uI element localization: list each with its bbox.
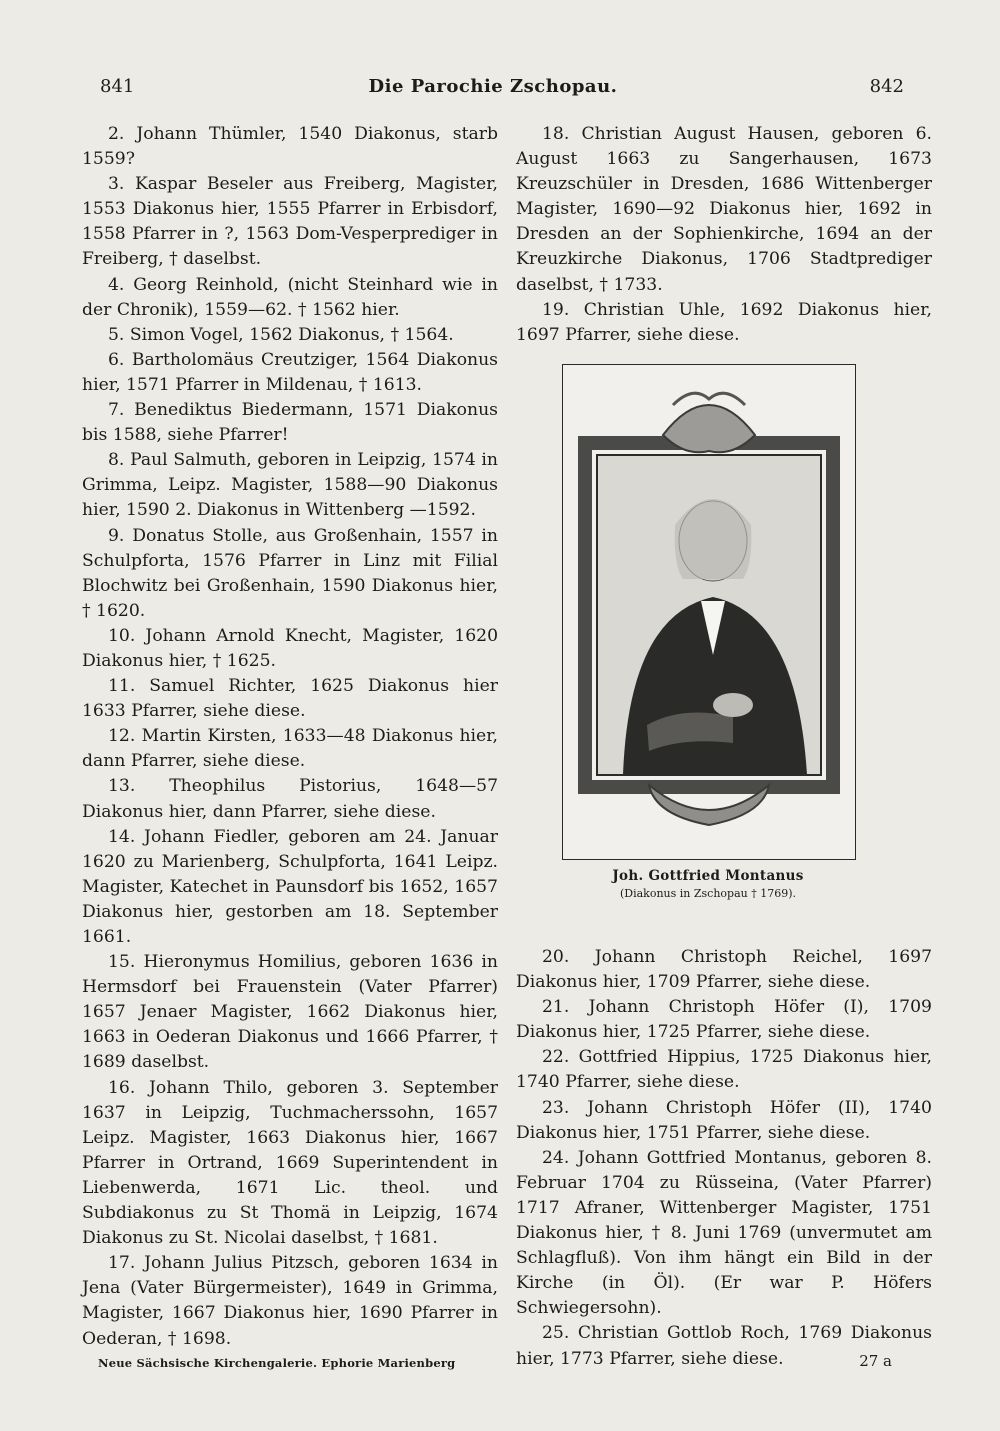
caption-name: Joh. Gottfried Montanus: [612, 868, 804, 884]
entry-21: 21. Johann Christoph Höfer (I), 1709 Diakonus hier, 1725 Pfarrer, siehe diese.: [516, 997, 932, 1043]
entry-22: 22. Gottfried Hippius, 1725 Diakonus hier, 1740 Pfarrer, siehe diese.: [516, 1047, 932, 1093]
page-header: [82, 76, 904, 104]
left-column: [82, 122, 498, 1352]
entry-2: 2. Johann Thümler, 1540 Diakonus, starb 1559?: [82, 124, 498, 170]
entry-7: 7. Benediktus Biedermann, 1571 Diakonus bis 1588, siehe Pfarrer!: [82, 400, 498, 446]
portrait-caption: [562, 868, 854, 900]
entry-18: 18. Christian August Hausen, geboren 6. August 1663 zu Sangerhausen, 1673 Kreuzschüler in Dresden, 1686 Wittenberger Magister, 1690—92 Diakonus hier, 1692 in Dresden an der Sophienkirche, 1694 an der Kreuzkirche Diakonus, 1706 Stadtprediger daselbst, † 1733.: [516, 124, 932, 295]
entry-3: 3. Kaspar Beseler aus Freiberg, Magister, 1553 Diakonus hier, 1555 Pfarrer in Erbisdorf, 1558 Pfarrer in ?, 1563 Dom-Vesperprediger in Freiberg, † daselbst.: [82, 174, 498, 270]
entry-19: 19. Christian Uhle, 1692 Diakonus hier, 1697 Pfarrer, siehe diese.: [516, 299, 932, 345]
entry-16: 16. Johann Thilo, geboren 3. September 1637 in Leipzig, Tuchmacherssohn, 1657 Leipz. Magister, 1663 Diakonus hier, 1667 Pfarrer in Ortrand, 1669 Superintendent in Liebenwerda, 1671 Lic. theol. und Subdiakonus zu St Thomä in Leipzig, 1674 Diakonus zu St. Nicolai daselbst, † 1681.: [82, 1077, 498, 1249]
page-number-left: 841: [100, 76, 135, 97]
portrait-image: [562, 364, 856, 860]
right-column-top: [516, 122, 932, 348]
caption-subtitle: (Diakonus in Zschopau † 1769).: [620, 887, 796, 900]
entry-14: 14. Johann Fiedler, geboren am 24. Januar 1620 zu Marienberg, Schulpforta, 1641 Leipz. Magister, Katechet in Paunsdorf bis 1652, 1657 Diakonus hier, gestorben am 18. September 1661.: [82, 826, 498, 947]
entry-9: 9. Donatus Stolle, aus Großenhain, 1557 in Schulpforta, 1576 Pfarrer in Linz mit Filial Blochwitz bei Großenhain, 1590 Diakonus hier, † 1620.: [82, 525, 498, 621]
entry-25: 25. Christian Gottlob Roch, 1769 Diakonus hier, 1773 Pfarrer, siehe diese.: [516, 1323, 932, 1369]
entry-4: 4. Georg Reinhold, (nicht Steinhard wie in der Chronik), 1559—62. † 1562 hier.: [82, 274, 498, 320]
right-column-bottom: [516, 945, 932, 1372]
entry-10: 10. Johann Arnold Knecht, Magister, 1620 Diakonus hier, † 1625.: [82, 625, 498, 671]
entry-13: 13. Theophilus Pistorius, 1648—57 Diakonus hier, dann Pfarrer, siehe diese.: [82, 776, 498, 822]
portrait-engraving: [563, 365, 855, 859]
entry-6: 6. Bartholomäus Creutziger, 1564 Diakonus hier, 1571 Pfarrer in Mildenau, † 1613.: [82, 349, 498, 395]
entry-8: 8. Paul Salmuth, geboren in Leipzig, 1574 in Grimma, Leipz. Magister, 1588—90 Diakonus hier, 1590 2. Diakonus in Wittenberg —1592.: [82, 450, 498, 521]
entry-12: 12. Martin Kirsten, 1633—48 Diakonus hier, dann Pfarrer, siehe diese.: [82, 726, 498, 772]
entry-24: 24. Johann Gottfried Montanus, geboren 8. Februar 1704 zu Rüsseina, (Vater Pfarrer) 1717 Afraner, Wittenberger Magister, 1751 Diakonus hier, † 8. Juni 1769 (unvermutet am Schlagfluß). Von ihm hängt ein Bild in der Kirche (in Öl). (Er war P. Höfers Schwiegersohn).: [516, 1147, 932, 1319]
entry-17: 17. Johann Julius Pitzsch, geboren 1634 in Jena (Vater Bürgermeister), 1649 in Grimma, Magister, 1667 Diakonus hier, 1690 Pfarrer in Oederan, † 1698.: [82, 1253, 498, 1349]
entry-15: 15. Hieronymus Homilius, geboren 1636 in Hermsdorf bei Frauenstein (Vater Pfarrer) 1657 Jenaer Magister, 1662 Diakonus hier, 1663 in Oederan Diakonus und 1666 Pfarrer, † 1689 daselbst.: [82, 952, 498, 1073]
entry-20: 20. Johann Christoph Reichel, 1697 Diakonus hier, 1709 Pfarrer, siehe diese.: [516, 947, 932, 993]
entry-23: 23. Johann Christoph Höfer (II), 1740 Diakonus hier, 1751 Pfarrer, siehe diese.: [516, 1097, 932, 1143]
entry-5: 5. Simon Vogel, 1562 Diakonus, † 1564.: [108, 324, 454, 345]
signature-mark: 27 a: [859, 1352, 892, 1370]
page-footer: Neue Sächsische Kirchengalerie. Ephorie Marienberg: [98, 1356, 456, 1370]
running-title: Die Parochie Zschopau.: [368, 76, 618, 97]
entry-11: 11. Samuel Richter, 1625 Diakonus hier 1633 Pfarrer, siehe diese.: [82, 676, 498, 722]
page-number-right: 842: [869, 76, 904, 97]
